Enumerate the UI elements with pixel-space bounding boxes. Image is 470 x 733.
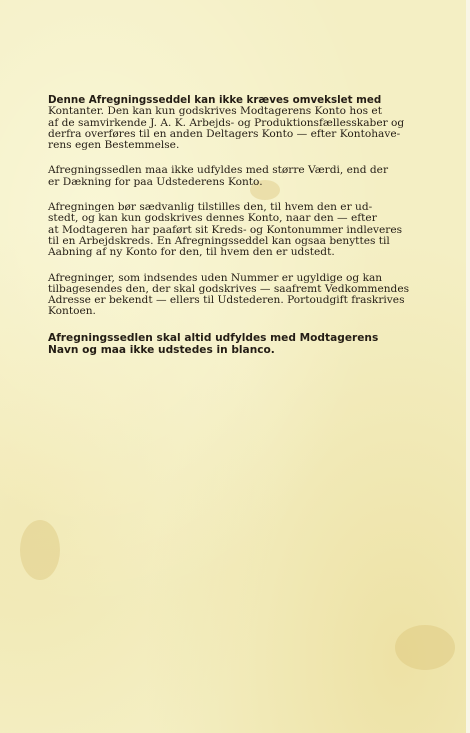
text-line: derfra overføres til en anden Deltagers Konto — efter Kontohave- xyxy=(48,127,401,140)
paper-edge xyxy=(466,0,470,733)
text-line: Afregningen bør sædvanlig tilstilles den, til hvem den er ud- xyxy=(48,201,373,214)
text-line: Kontoen. xyxy=(48,305,96,318)
paragraph-2 xyxy=(48,165,450,188)
text-line: at Modtageren har paaført sit Kreds- og Kontonummer indleveres xyxy=(48,223,403,236)
closing-notice xyxy=(48,332,450,356)
text-line: til en Arbejdskreds. En Afregningsseddel kan ogsaa benyttes til xyxy=(48,234,390,247)
paragraph-4 xyxy=(48,273,450,318)
text-line: Adresse er bekendt — ellers til Udstederen. Portoudgift fraskrives xyxy=(48,294,405,307)
text-line: Afregninger, som indsendes uden Nummer er ugyldige og kan xyxy=(48,271,383,284)
text-line: af de samvirkende J. A. K. Arbejds- og Produktionsfællesskaber og xyxy=(48,116,405,129)
text-line: tilbagesendes den, der skal godskrives — saafremt Vedkommendes xyxy=(48,282,410,295)
text-line: Afregningssedlen maa ikke udfyldes med større Værdi, end der xyxy=(48,164,389,177)
text-line: er Dækning for paa Udstederens Konto. xyxy=(48,175,263,188)
paper-stain xyxy=(20,520,60,580)
paragraph-1 xyxy=(48,95,450,151)
text-line: stedt, og kan kun godskrives dennes Konto, naar den — efter xyxy=(48,212,377,225)
text-line: Afregningssedlen skal altid udfyldes med Modtagerens xyxy=(48,331,379,344)
text-line: Navn og maa ikke udstedes in blanco. xyxy=(48,343,275,356)
text-line: Aabning af ny Konto for den, til hvem den er udstedt. xyxy=(48,246,335,259)
paper-stain xyxy=(395,625,455,670)
paragraph-3 xyxy=(48,202,450,258)
text-line: Kontanter. Den kan kun godskrives Modtagerens Konto hos et xyxy=(48,105,382,118)
text-line: Denne Afregningsseddel kan ikke kræves omvekslet med xyxy=(48,94,382,106)
notice-text xyxy=(48,95,450,356)
text-line: rens egen Bestemmelse. xyxy=(48,139,180,152)
